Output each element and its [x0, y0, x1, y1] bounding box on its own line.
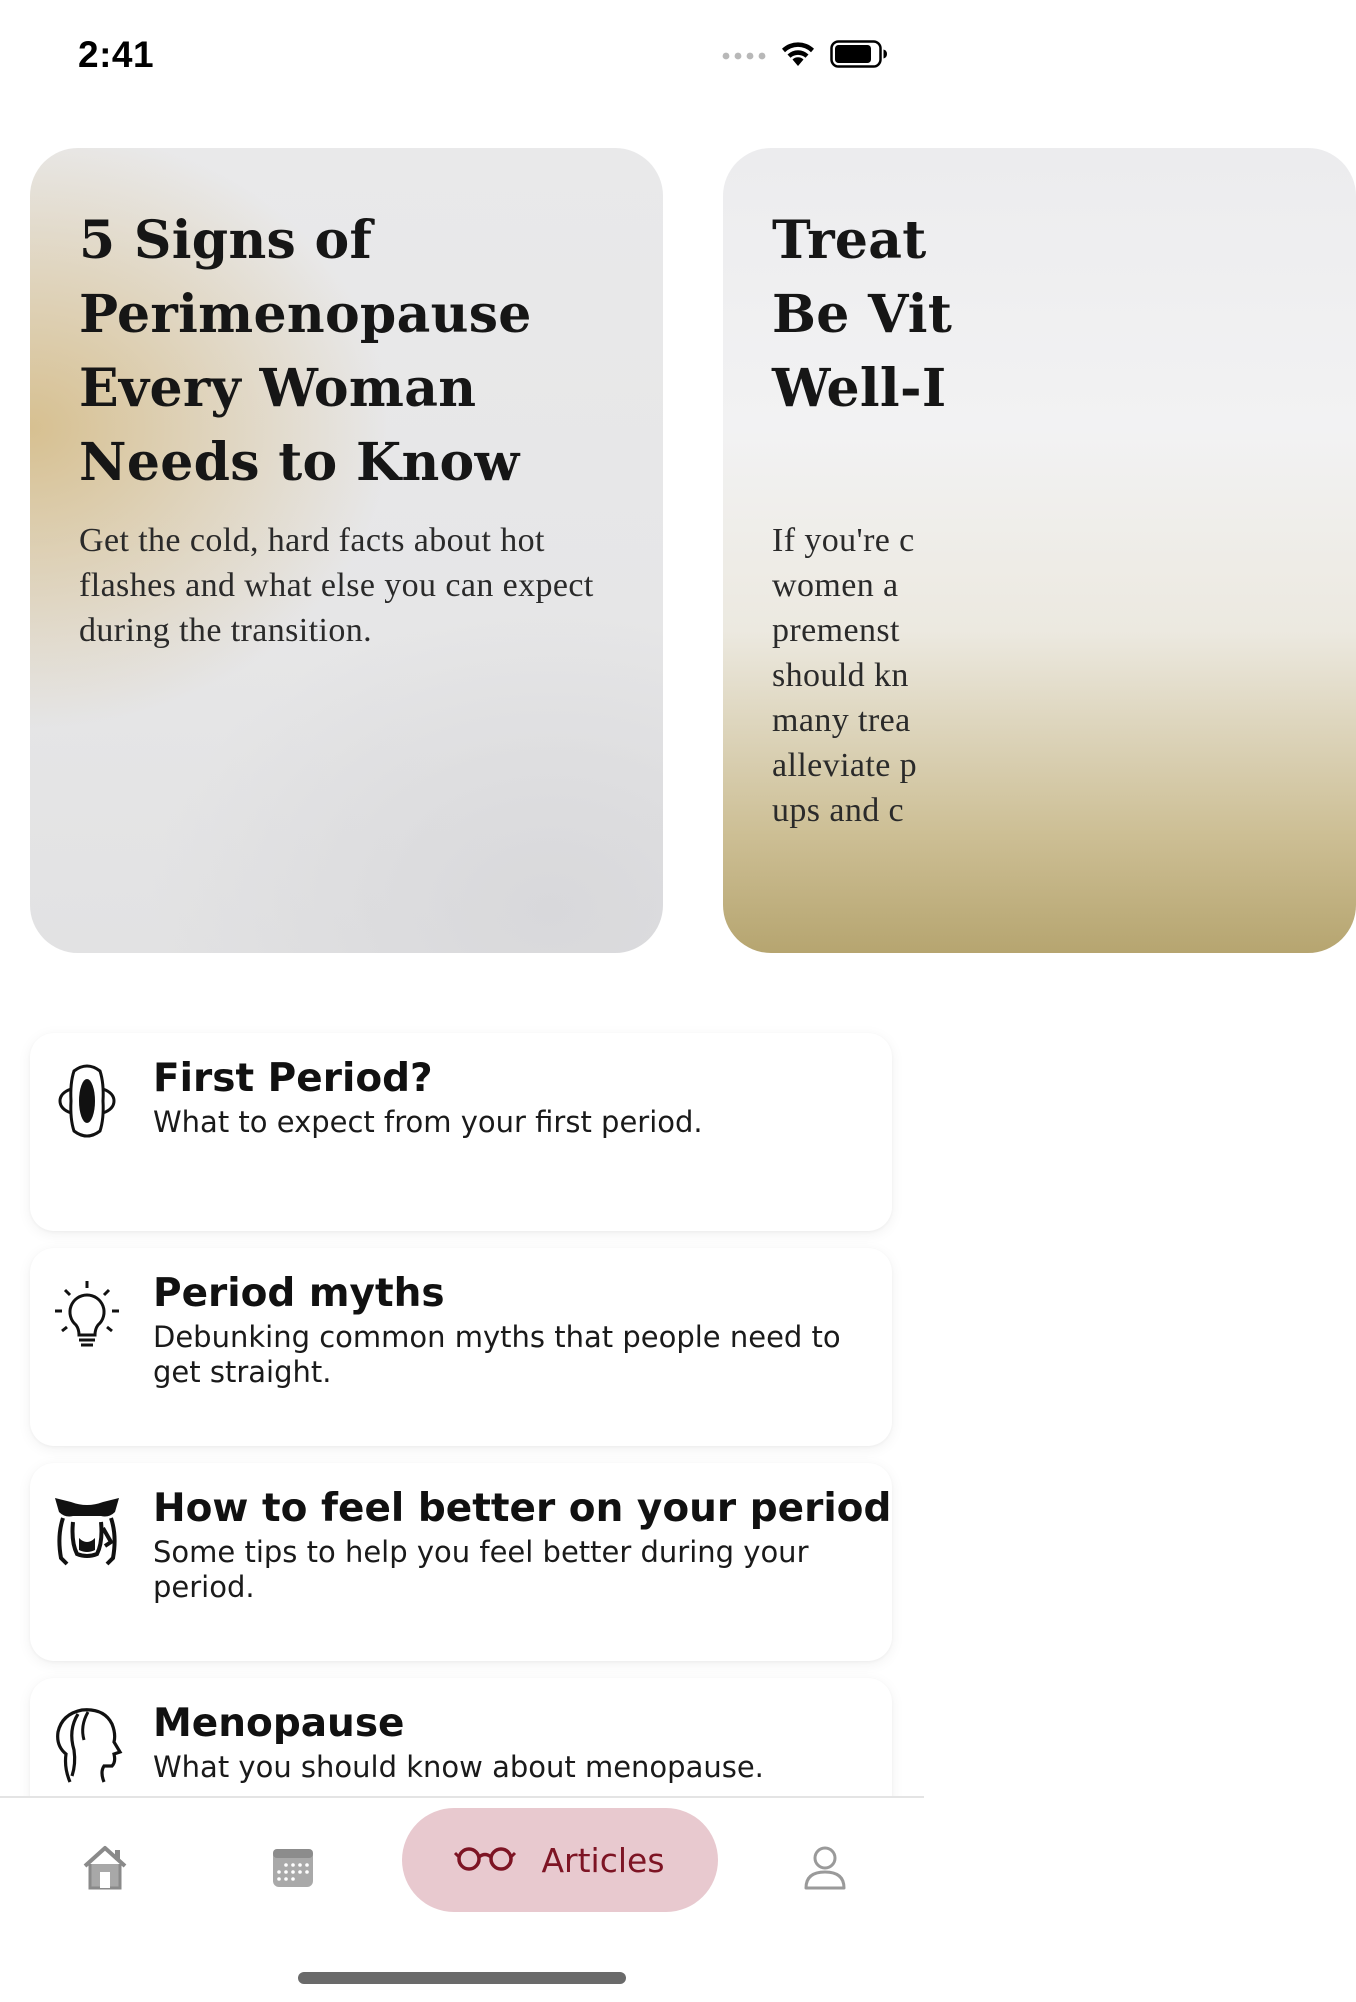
- topic-description: What you should know about menopause.: [153, 1750, 764, 1784]
- cramps-icon: [52, 1491, 122, 1571]
- calendar-icon: [271, 1845, 315, 1893]
- featured-article-card[interactable]: [723, 148, 1356, 953]
- article-description: If you're c women a premenst should kn many trea alleviate p ups and c: [772, 522, 918, 829]
- woman-profile-icon: [52, 1706, 122, 1786]
- status-icons: [722, 40, 888, 72]
- pad-icon: [52, 1061, 122, 1141]
- home-indicator: [298, 1972, 626, 1984]
- article-title: 5 Signs of Perimenopause Every Woman Needs to Know: [79, 210, 532, 493]
- topic-title: How to feel better on your period: [153, 1486, 892, 1531]
- topic-description: What to expect from your first period.: [153, 1105, 703, 1139]
- lightbulb-icon: [52, 1276, 122, 1356]
- topic-title: Menopause: [153, 1701, 405, 1746]
- topic-card-first-period[interactable]: [30, 1033, 892, 1231]
- nav-home[interactable]: [70, 1830, 140, 1908]
- nav-articles[interactable]: [402, 1808, 718, 1912]
- battery-icon: [830, 40, 888, 72]
- wifi-icon: [780, 40, 816, 72]
- featured-articles-carousel[interactable]: [0, 148, 953, 953]
- glasses-icon: [455, 1843, 515, 1877]
- topic-description: Some tips to help you feel better during your period.: [153, 1535, 809, 1604]
- topic-title: Period myths: [153, 1271, 445, 1316]
- topic-list: [30, 1033, 892, 1893]
- status-time: 2:41: [78, 34, 155, 75]
- nav-profile[interactable]: [790, 1830, 860, 1908]
- topic-card-feel-better[interactable]: [30, 1463, 892, 1661]
- article-description: Get the cold, hard facts about hot flashes and what else you can expect during the transition.: [79, 522, 594, 649]
- nav-calendar[interactable]: [258, 1830, 328, 1908]
- topic-description: Debunking common myths that people need to get straight.: [153, 1320, 841, 1389]
- nav-articles-label: Articles: [541, 1840, 665, 1880]
- article-title: Treat Be Vit Well-I: [772, 210, 953, 419]
- featured-article-card[interactable]: [30, 148, 663, 953]
- signal-icon: [722, 47, 766, 66]
- status-bar: [0, 0, 924, 110]
- topic-card-period-myths[interactable]: [30, 1248, 892, 1446]
- profile-icon: [803, 1844, 847, 1894]
- topic-title: First Period?: [153, 1056, 433, 1101]
- bottom-nav: [0, 1796, 924, 2002]
- home-icon: [80, 1842, 130, 1896]
